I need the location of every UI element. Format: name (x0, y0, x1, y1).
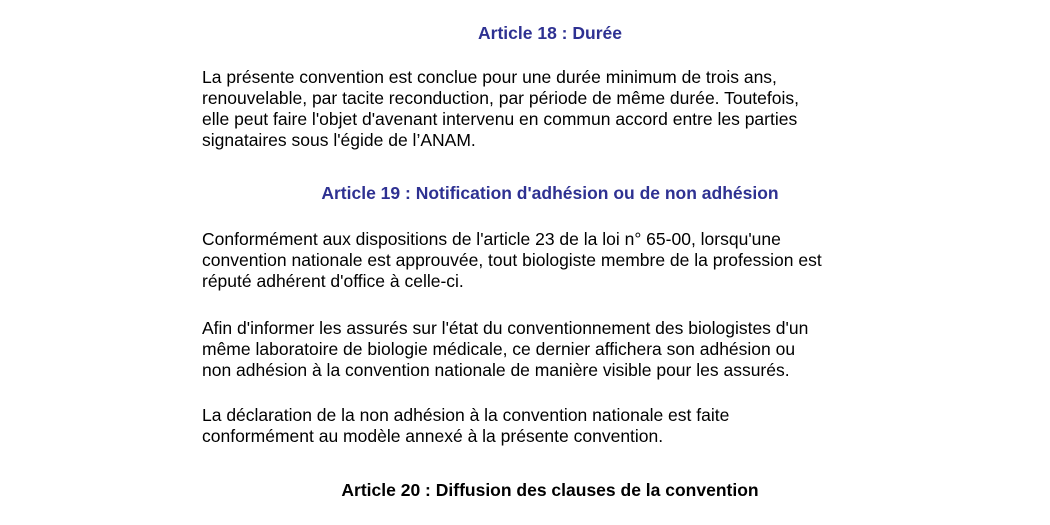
article-19-paragraph-3 (202, 405, 922, 447)
paragraph-line: non adhésion à la convention nationale de manière visible pour les assurés. (202, 360, 790, 380)
paragraph-line: renouvelable, par tacite reconduction, par période de même durée. Toutefois, (202, 88, 799, 108)
paragraph-line: réputé adhérent d'office à celle-ci. (202, 271, 464, 291)
paragraph-line: même laboratoire de biologie médicale, ce dernier affichera son adhésion ou (202, 339, 796, 359)
article-20-heading: Article 20 : Diffusion des clauses de la convention (341, 480, 759, 500)
article-18-heading: Article 18 : Durée (478, 23, 622, 43)
article-18-paragraph (202, 67, 922, 151)
paragraph-line: La déclaration de la non adhésion à la convention nationale est faite (202, 405, 730, 425)
paragraph-line: convention nationale est approuvée, tout biologiste membre de la profession est (202, 250, 822, 270)
paragraph-line: conformément au modèle annexé à la présente convention. (202, 426, 664, 446)
paragraph-line: Afin d'informer les assurés sur l'état du conventionnement des biologistes d'un (202, 318, 809, 338)
paragraph-line: signataires sous l'égide de l’ANAM. (202, 130, 476, 150)
article-19-paragraph-1 (202, 229, 922, 292)
article-19-paragraph-2 (202, 318, 922, 381)
paragraph-line: La présente convention est conclue pour une durée minimum de trois ans, (202, 67, 777, 87)
paragraph-line: Conformément aux dispositions de l'article 23 de la loi n° 65-00, lorsqu'une (202, 229, 781, 249)
paragraph-line: elle peut faire l'objet d'avenant intervenu en commun accord entre les parties (202, 109, 798, 129)
article-19-heading: Article 19 : Notification d'adhésion ou de non adhésion (321, 183, 779, 203)
